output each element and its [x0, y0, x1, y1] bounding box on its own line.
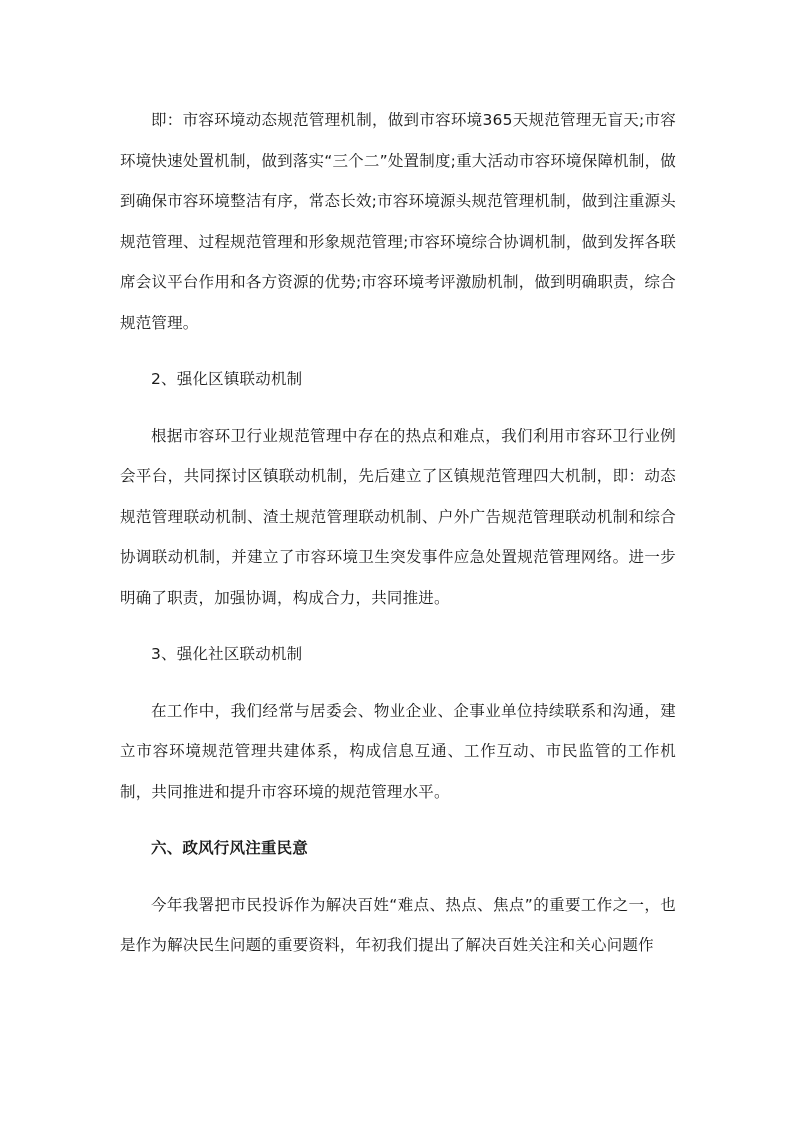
spacer [120, 618, 676, 634]
paragraph-public-complaints: 今年我署把市民投诉作为解决百姓“难点、热点、焦点”的重要工作之一，也是作为解决民生问题的重要资料，年初我们提出了解决百姓关注和关心问题作 [120, 895, 676, 954]
spacer [120, 812, 676, 828]
spacer [120, 869, 676, 885]
paragraph-community-linkage: 在工作中，我们经常与居委会、物业企业、企事业单位持续联系和沟通，建立市容环境规范管理共建体系，构成信息互通、工作互动、市民监管的工作机制，共同推进和提升市容环境的规范管理水平。 [120, 701, 676, 801]
spacer [120, 400, 676, 416]
subheading-community-linkage: 3、强化社区联动机制 [151, 645, 303, 663]
paragraph-mechanisms: 即：市容环境动态规范管理机制，做到市容环境365天规范管理无盲天;市容环境快速处置机制，做到落实“三个二”处置制度;重大活动市容环境保障机制，做到确保市容环境整洁有序，常态长效;市容环境源头规范管理机制，做到注重源头规范管理、过程规范管理和形象规范管理;市容环境综合协调机制，做到发挥各联席会议平台作用和各方资源的优势;市容环境考评激励机制，做到明确职责，综合规范管理。 [120, 111, 676, 332]
spacer [120, 675, 676, 691]
section-heading-public-opinion: 六、政风行风注重民意 [151, 839, 309, 857]
document-page [120, 100, 676, 966]
paragraph-district-town-linkage: 根据市容环卫行业规范管理中存在的热点和难点，我们利用市容环卫行业例会平台，共同探讨区镇联动机制，先后建立了区镇规范管理四大机制，即：动态规范管理联动机制、渣土规范管理联动机制、户外广告规范管理联动机制和综合协调联动机制，并建立了市容环境卫生突发事件应急处置规范管理网络。进一步明确了职责，加强协调，构成合力，共同推进。 [120, 426, 676, 607]
subheading-district-town-linkage: 2、强化区镇联动机制 [151, 370, 303, 388]
spacer [120, 343, 676, 359]
